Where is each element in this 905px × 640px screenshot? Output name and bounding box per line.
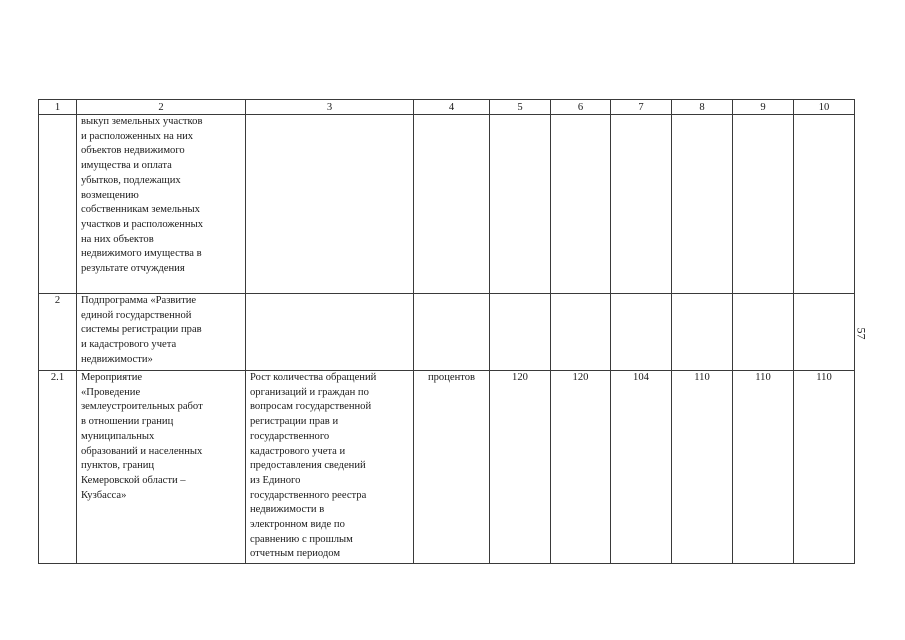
value-cell-8 — [672, 115, 733, 294]
indicator-cell — [246, 115, 414, 294]
row-number-cell: 2 — [39, 294, 77, 371]
value-cell-8: 110 — [672, 371, 733, 564]
row-number-cell — [39, 115, 77, 294]
measure-name-cell — [77, 294, 246, 371]
indicators-table — [38, 99, 855, 564]
subprogram-name-text: Подпрограмма «Развитие единой государственной системы регистрации прав и кадастрового учета недвижимости» — [81, 295, 202, 365]
header-cell-2: 2 — [77, 100, 246, 115]
header-cell-4: 4 — [414, 100, 490, 115]
measure-name-cell — [77, 371, 246, 564]
value-cell-5 — [490, 115, 551, 294]
value-cell-6 — [551, 294, 611, 371]
table-header-row — [39, 100, 855, 115]
value-cell-9: 110 — [733, 371, 794, 564]
value-cell-7: 104 — [611, 371, 672, 564]
header-cell-1: 1 — [39, 100, 77, 115]
header-cell-6: 6 — [551, 100, 611, 115]
value-cell-10 — [794, 294, 855, 371]
unit-cell — [414, 115, 490, 294]
value-cell-10: 110 — [794, 371, 855, 564]
value-cell-9 — [733, 294, 794, 371]
measure-name-text: Мероприятие «Проведение землеустроительных работ в отношении границ муниципальных образований и населенных пунктов, границ Кемеровской области – Кузбасса» — [81, 372, 203, 501]
indicator-name-text: Рост количества обращений организаций и граждан по вопросам государственной регистрации прав и государственного кадастрового учета и предоставления сведений из Единого государственного реестра недвижимости в электронном виде по сравнению с прошлым отчетным периодом — [250, 372, 377, 560]
value-cell-6: 120 — [551, 371, 611, 564]
value-cell-10 — [794, 115, 855, 294]
table-row — [39, 371, 855, 564]
measure-name-text: выкуп земельных участков и расположенных на них объектов недвижимого имущества и оплата убытков, подлежащих возмещению собственникам земельных участков и расположенных на них объектов недвижимого имущества в результате отчуждения — [81, 116, 204, 275]
value-cell-9 — [733, 115, 794, 294]
table-row — [39, 294, 855, 371]
row-number-cell: 2.1 — [39, 371, 77, 564]
value-cell-6 — [551, 115, 611, 294]
header-cell-7: 7 — [611, 100, 672, 115]
header-cell-3: 3 — [246, 100, 414, 115]
header-cell-5: 5 — [490, 100, 551, 115]
header-cell-10: 10 — [794, 100, 855, 115]
measure-name-cell — [77, 115, 246, 294]
indicator-cell — [246, 371, 414, 564]
value-cell-7 — [611, 115, 672, 294]
header-cell-8: 8 — [672, 100, 733, 115]
value-cell-8 — [672, 294, 733, 371]
indicator-cell — [246, 294, 414, 371]
value-cell-7 — [611, 294, 672, 371]
header-cell-9: 9 — [733, 100, 794, 115]
unit-cell: процентов — [414, 371, 490, 564]
unit-cell — [414, 294, 490, 371]
page-number: 57 — [854, 327, 869, 340]
table-row — [39, 115, 855, 294]
value-cell-5: 120 — [490, 371, 551, 564]
value-cell-5 — [490, 294, 551, 371]
